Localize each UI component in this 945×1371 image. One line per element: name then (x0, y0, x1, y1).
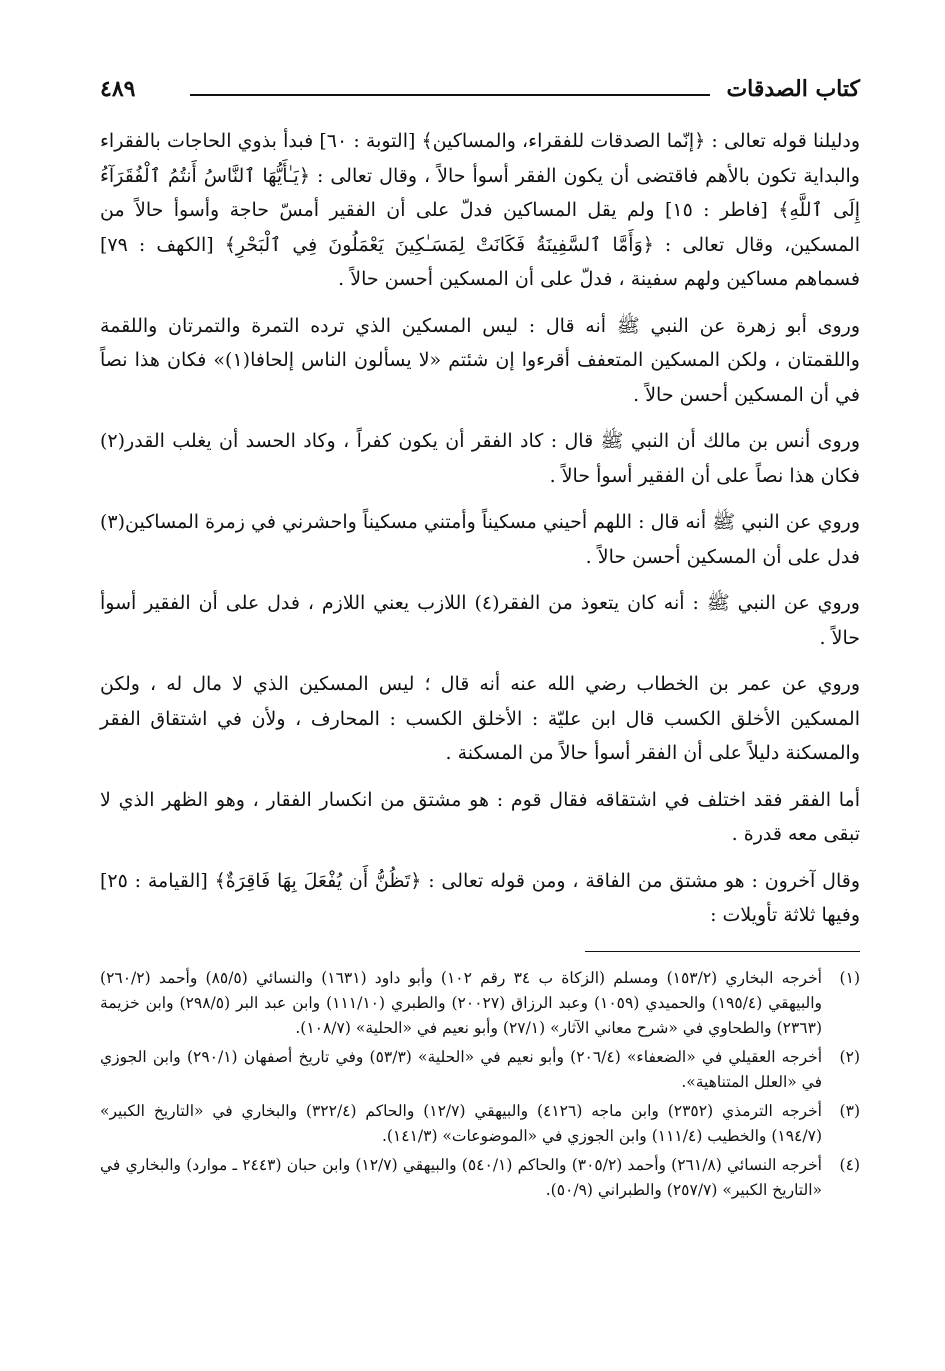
footnote (100, 1045, 860, 1095)
footnote-text: أخرجه النسائي (٢٦١/٨) وأحمد (٣٠٥/٢) والحاكم (٥٤٠/١) والبيهقي (١٢/٧) وابن حبان (٢٤٤٣ ـ موارد) والبخاري في «التاريخ الكبير» (٢٥٧/٧) والطبراني (٥٠/٩). (100, 1155, 822, 1199)
footnotes (100, 966, 860, 1203)
paragraph: وروى أنس بن مالك أن النبي ﷺ قال : كاد الفقر أن يكون كفراً ، وكاد الحسد أن يغلب القدر(٢) فكان هذا نصاً على أن الفقير أسوأ حالاً . (100, 430, 860, 487)
page (100, 70, 860, 1207)
paragraph: وروي عن النبي ﷺ : أنه كان يتعوذ من الفقر(٤) اللازب يعني اللازم ، فدل على أن الفقير أسوأ حالاً . (100, 592, 860, 649)
footnote (100, 1153, 860, 1203)
paragraph: ودليلنا قوله تعالى : ﴿إنّما الصدقات للفقراء، والمساكين﴾ [التوبة : ٦٠] فبدأ بذوي الحاجات بالفقراء والبداية تكون بالأهم فاقتضى أن يكون الفقر أسوأ حالاً ، وقال تعالى : ﴿يَـٰأَيُّهَا ٱلنَّاسُ أَنتُمُ ٱلْفُقَرَآءُ إِلَى ٱللَّهِ﴾ [فاطر : ١٥] ولم يقل المساكين فدلّ على أن الفقير أمسّ حاجة وأسوأ حالاً من المسكين، وقال تعالى : ﴿وَأَمَّا ٱلسَّفِينَةُ فَكَانَتْ لِمَسَـٰكِينَ يَعْمَلُونَ فِي ٱلْبَحْرِ﴾ [الكهف : ٧٩] فسماهم مساكين ولهم سفينة ، فدلّ على أن المسكين أحسن حالاً . (100, 130, 860, 290)
footnote-text: أخرجه البخاري (١٥٣/٢) ومسلم (الزكاة ب ٣٤ رقم ١٠٢) وأبو داود (١٦٣١) والنسائي (٨٥/٥) وأحمد (٢٦٠/٢) والبيهقي (١٩٥/٤) والحميدي (١٠٥٩) وعبد الرزاق (٢٠٠٢٧) والطبري (١١١/١٠) وابن عبد البر (٢٩٨/٥) وابن خزيمة (٢٣٦٣) والطحاوي في «شرح معاني الآثار» (٢٧/١) وأبو نعيم في «الحلية» (١٠٨/٧). (100, 968, 823, 1037)
footnote-divider (585, 951, 860, 952)
footnote-number: (٢) (839, 1047, 860, 1066)
main-text (100, 124, 860, 933)
paragraph: وروي عن النبي ﷺ أنه قال : اللهم أحيني مسكيناً وأمتني مسكيناً واحشرني في زمرة المساكين(٣) فدل على أن المسكين أحسن حالاً . (100, 511, 860, 568)
footnote (100, 966, 860, 1041)
footnote-number: (٤) (839, 1155, 860, 1174)
page-number: ٤٨٩ (100, 76, 136, 102)
footnote-text: أخرجه العقيلي في «الضعفاء» (٢٠٦/٤) وأبو نعيم في «الحلية» (٥٣/٣) وفي تاريخ أصفهان (٢٩٠/١) وابن الجوزي في «العلل المتناهية». (100, 1047, 823, 1091)
footnote (100, 1099, 860, 1149)
paragraph: أما الفقر فقد اختلف في اشتقاقه فقال قوم : هو مشتق من انكسار الفقار ، وهو الظهر الذي لا تبقى معه قدرة . (100, 788, 860, 845)
chapter-title: كتاب الصدقات (726, 76, 860, 102)
footnote-number: (٣) (839, 1101, 860, 1120)
paragraph: وروى أبو زهرة عن النبي ﷺ أنه قال : ليس المسكين الذي ترده التمرة والتمرتان واللقمة واللقمتان ، ولكن المسكين المتعفف أقرءوا إن شئتم «لا يسألون الناس إلحافا(١)» فكان هذا نصاً في أن المسكين أحسن حالاً . (100, 314, 860, 406)
footnote-number: (١) (839, 968, 860, 987)
footnote-text: أخرجه الترمذي (٢٣٥٢) وابن ماجه (٤١٢٦) والبيهقي (١٢/٧) والحاكم (٣٢٢/٤) والبخاري في «التاريخ الكبير» (١٩٤/٧) والخطيب (١١١/٤) وابن الجوزي في «الموضوعات» (١٤١/٣). (100, 1101, 822, 1145)
header-rule (190, 94, 710, 96)
paragraph: وروي عن عمر بن الخطاب رضي الله عنه أنه قال ؛ ليس المسكين الذي لا مال له ، ولكن المسكين الأخلق الكسب قال ابن عليّة : الأخلق الكسب : المحارف ، ولأن في اشتقاق الفقر والمسكنة دليلاً على أن الفقر أسوأ حالاً من المسكنة . (100, 673, 860, 764)
paragraph: وقال آخرون : هو مشتق من الفاقة ، ومن قوله تعالى : ﴿تَظُنُّ أَن يُفْعَلَ بِهَا فَاقِرَةٌ﴾ [القيامة : ٢٥] وفيها ثلاثة تأويلات : (100, 869, 860, 926)
running-header (100, 70, 860, 110)
